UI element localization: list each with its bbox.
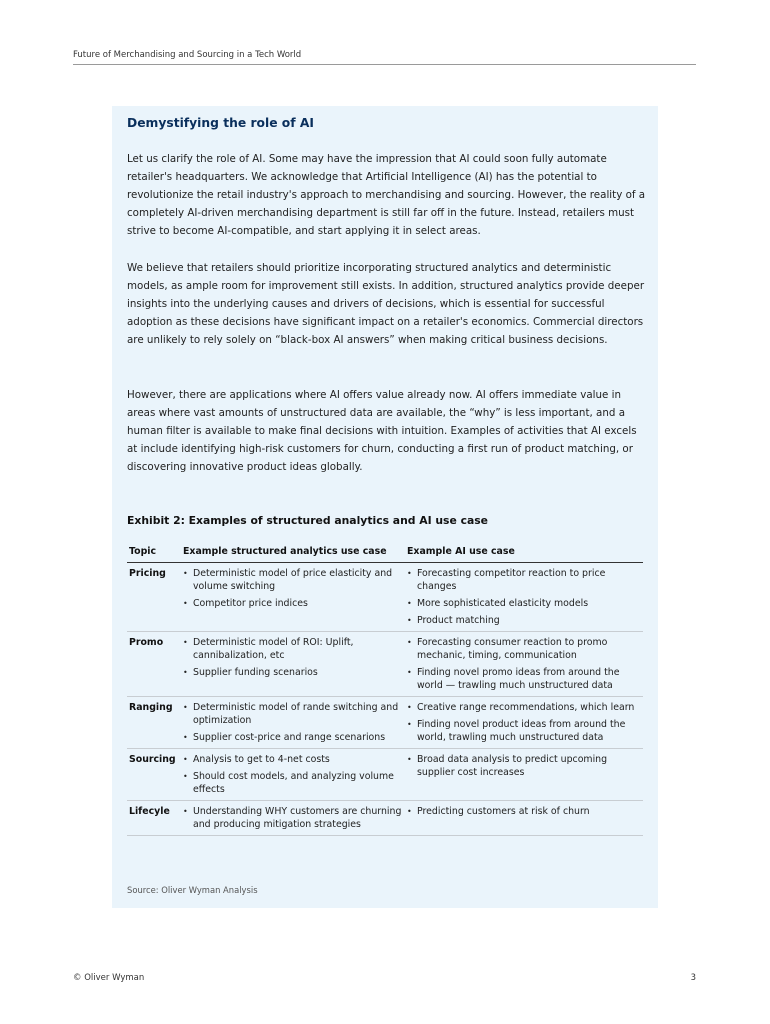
header-topic: Topic [127, 543, 181, 563]
ai-cell [405, 632, 643, 697]
list-item: • Forecasting competitor reaction to price changes [407, 567, 641, 593]
list-item: • Creative range recommendations, which learn [407, 701, 641, 714]
header-structured: Example structured analytics use case [181, 543, 405, 563]
panel-title: Demystifying the role of AI [127, 116, 314, 130]
structured-cell [181, 632, 405, 697]
list-item: • Competitor price indices [183, 597, 403, 610]
list-item: • Finding novel product ideas from around the world, trawling much unstructured data [407, 718, 641, 744]
paragraph-1: Let us clarify the role of AI. Some may have the impression that AI could soon fully automate retailer's headquarters. We acknowledge that Artificial Intelligence (AI) has the potential to revolutionize the retail industry's approach to merchandising and sourcing. However, the reality of a completely AI-driven merchandising department is still far off in the future. Instead, retailers must strive to become AI-compatible, and start applying it in select areas. [127, 153, 646, 238]
list-item: • More sophisticated elasticity models [407, 597, 641, 610]
list-item: • Deterministic model of rande switching and optimization [183, 701, 403, 727]
structured-cell [181, 697, 405, 749]
ai-sidebar-panel [112, 106, 658, 908]
list-item: • Should cost models, and analyzing volume effects [183, 770, 403, 796]
ai-cell [405, 563, 643, 632]
list-item: • Broad data analysis to predict upcoming supplier cost increases [407, 753, 641, 779]
structured-cell [181, 801, 405, 836]
list-item: • Supplier funding scenarios [183, 666, 403, 679]
list-item: • Product matching [407, 614, 641, 627]
structured-cell [181, 563, 405, 632]
topic-cell: Pricing [127, 563, 181, 632]
topic-cell: Ranging [127, 697, 181, 749]
table-row [127, 697, 643, 749]
list-item: • Finding novel promo ideas from around the world — trawling much unstructured data [407, 666, 641, 692]
structured-cell [181, 749, 405, 801]
exhibit-title: Exhibit 2: Examples of structured analytics and AI use case [127, 514, 488, 527]
table-row [127, 749, 643, 801]
exhibit-table [127, 543, 643, 836]
paragraph-2: We believe that retailers should prioritize incorporating structured analytics and deterministic models, as ample room for improvement still exists. In addition, structured analytics provide deeper insights into the underlying causes and drivers of decisions, which is essential for successful adoption as these decisions have significant impact on a retailer's economics. Commercial directors are unlikely to rely solely on “black-box AI answers” when making critical business decisions. [127, 262, 645, 347]
header-ai: Example AI use case [405, 543, 643, 563]
list-item: • Deterministic model of ROI: Uplift, cannibalization, etc [183, 636, 403, 662]
topic-cell: Lifecyle [127, 801, 181, 836]
table-row [127, 801, 643, 836]
running-header: Future of Merchandising and Sourcing in a Tech World [73, 50, 696, 65]
list-item: • Deterministic model of price elasticity and volume switching [183, 567, 403, 593]
list-item: • Understanding WHY customers are churning and producing mitigation strategies [183, 805, 403, 831]
list-item: • Forecasting consumer reaction to promo mechanic, timing, communication [407, 636, 641, 662]
table-row [127, 632, 643, 697]
page-number: 3 [690, 973, 696, 983]
list-item: • Supplier cost-price and range scenarions [183, 731, 403, 744]
list-item: • Analysis to get to 4-net costs [183, 753, 403, 766]
table-header-row [127, 543, 643, 563]
ai-cell [405, 749, 643, 801]
source-note: Source: Oliver Wyman Analysis [127, 885, 258, 895]
table-row [127, 563, 643, 632]
footer-copyright: © Oliver Wyman [73, 973, 145, 983]
ai-cell [405, 801, 643, 836]
topic-cell: Sourcing [127, 749, 181, 801]
list-item: • Predicting customers at risk of churn [407, 805, 641, 818]
ai-cell [405, 697, 643, 749]
topic-cell: Promo [127, 632, 181, 697]
paragraph-3: However, there are applications where AI offers value already now. AI offers immediate value in areas where vast amounts of unstructured data are available, the “why” is less important, and a human filter is available to make final decisions with intuition. Examples of activities that AI excels at include identifying high-risk customers for churn, conducting a first run of product matching, or discovering innovative product ideas globally. [127, 389, 637, 474]
